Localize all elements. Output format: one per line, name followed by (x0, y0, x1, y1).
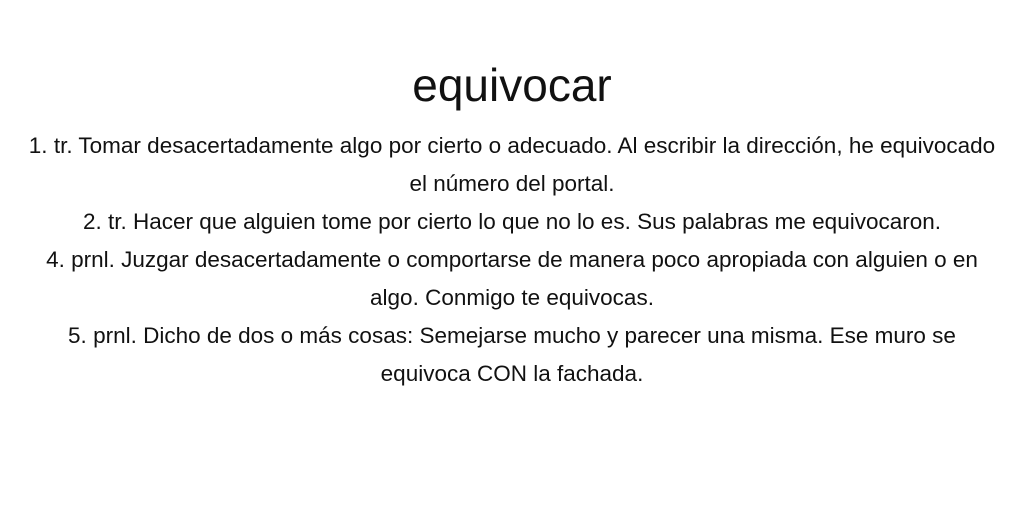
definition-item-2: 2. tr. Hacer que alguien tome por cierto lo que no lo es. Sus palabras me equivocaron. (83, 209, 941, 234)
definition-item-1: 1. tr. Tomar desacertadamente algo por cierto o adecuado. Al escribir la dirección, he equivocado el número del portal. (28, 133, 996, 196)
definition-item-5: 5. prnl. Dicho de dos o más cosas: Semejarse mucho y parecer una misma. Ese muro se equivoca CON la fachada. (68, 323, 956, 386)
definition-list (22, 127, 1002, 393)
definition-item-4: 4. prnl. Juzgar desacertadamente o comportarse de manera poco apropiada con alguien o en algo. Conmigo te equivocas. (46, 247, 978, 310)
headword-title: equivocar (412, 59, 612, 111)
